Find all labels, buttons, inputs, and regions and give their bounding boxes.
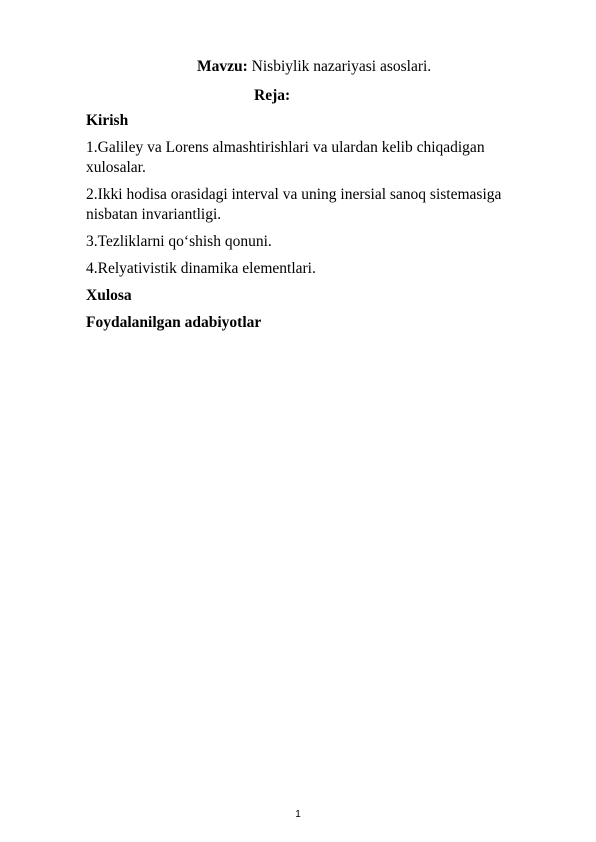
plan-item-4: 4.Relyativistik dinamika elementlari.	[86, 260, 316, 277]
plan-item-conclusion: Xulosa	[86, 287, 132, 304]
plan-item-1: 1.Galiley va Lorens almashtirishlari va ulardan kelib chiqadigan xulosalar.	[86, 139, 485, 176]
page-number: 1	[295, 809, 301, 820]
plan-item-introduction: Kirish	[86, 112, 129, 129]
topic-label: Mavzu:	[197, 58, 248, 75]
topic-line	[197, 58, 431, 76]
plan-item-3: 3.Tezliklarni qo‘shish qonuni.	[86, 233, 272, 250]
plan-item-2: 2.Ikki hodisa orasidagi interval va uning inersial sanoq sistemasiga nisbatan invariantligi.	[86, 186, 502, 223]
topic-text: Nisbiylik nazariyasi asoslari.	[247, 58, 432, 75]
plan-title: Reja:	[254, 87, 291, 104]
plan-item-references: Foydalanilgan adabiyotlar	[86, 314, 262, 331]
plan-list	[86, 111, 526, 340]
